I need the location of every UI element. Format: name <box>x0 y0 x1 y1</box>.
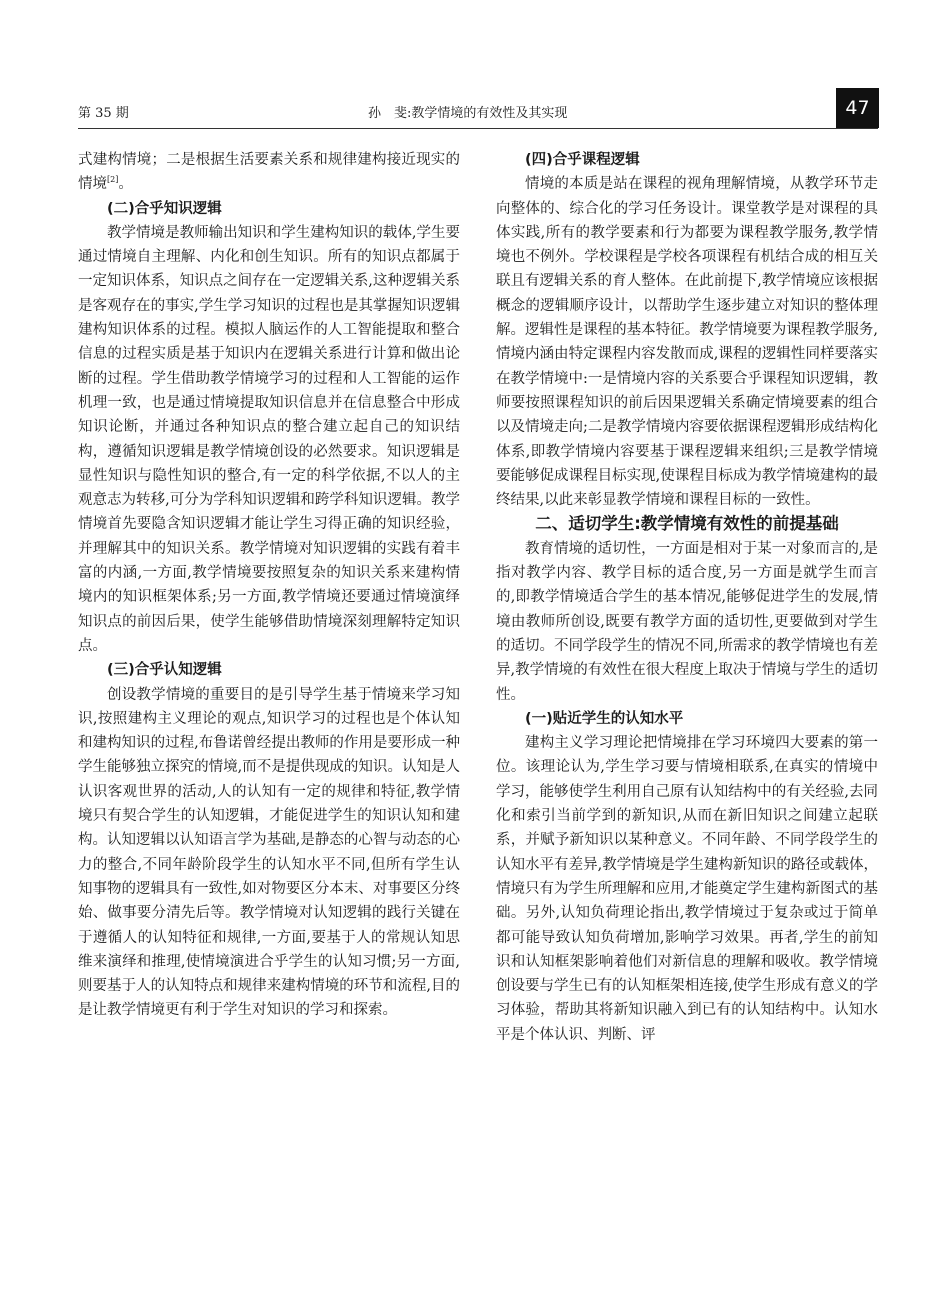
page-header <box>78 88 878 136</box>
paragraph-curriculum-logic: 情境的本质是站在课程的视角理解情境，从教学环节走向整体的、综合化的学习任务设计。课堂教学是对课程的具体实践,所有的教学要素和行为都要为课程教学服务,教学情境也不例外。学校课程是学校各项课程有机结合成的相互关联且有逻辑关系的育人整体。在此前提下,教学情境应该根据概念的逻辑顺序设计，以帮助学生逐步建立对知识的整体理解。逻辑性是课程的基本特征。教学情境要为课程教学服务,情境内涵由特定课程内容发散而成,课程的逻辑性同样要落实在教学情境中:一是情境内容的关系要合乎课程知识逻辑，教师要按照课程知识的前后因果逻辑关系确定情境要素的组合以及情境走向;二是教学情境内容要依据课程逻辑形成结构化体系,即教学情境内容要基于课程逻辑来组织;三是教学情境要能够促成课程目标实现,使课程目标成为教学情境建构的最终结果,以此来彰显教学情境和课程目标的一致性。 <box>496 176 878 509</box>
citation-ref: [2] <box>107 175 119 185</box>
left-column <box>78 148 460 1023</box>
heading-cognitive-logic: (三)合乎认知逻辑 <box>107 662 222 679</box>
heading-knowledge-logic: (二)合乎知识逻辑 <box>107 200 222 217</box>
right-column <box>496 148 878 1047</box>
heading-curriculum-logic: (四)合乎课程逻辑 <box>525 152 640 168</box>
issue-number: 第 35 期 <box>78 106 129 121</box>
paragraph-cognitive-level: 建构主义学习理论把情境排在学习环境四大要素的第一位。该理论认为,学生学习要与情境相联系,在真实的情境中学习，能够使学生利用自己原有认知结构中的有关经验,去同化和索引当前学到的新知识,从而在新旧知识之间建立起联系，并赋予新知识以某种意义。不同年龄、不同学段学生的认知水平有差异,教学情境是学生建构新知识的路径或载体，情境只有为学生所理解和应用,才能奠定学生建构新图式的基础。另外,认知负荷理论指出,教学情境过于复杂或过于简单都可能导致认知负荷增加,影响学习效果。再者,学生的前知识和认知框架影响着他们对新信息的理解和吸收。教学情境创设要与学生已有的认知框架相连接,使学生形成有意义的学习体验，帮助其将新知识融入到已有的认知结构中。认知水平是个体认识、判断、评 <box>496 735 878 1043</box>
continued-paragraph-end: 。 <box>118 176 133 193</box>
paragraph-knowledge-logic: 教学情境是教师输出知识和学生建构知识的载体,学生要通过情境自主理解、内化和创生知识。所有的知识点都属于一定知识体系，知识点之间存在一定逻辑关系,这种逻辑关系是客观存在的事实,学生学习知识的过程也是其掌握知识逻辑建构知识体系的过程。模拟人脑运作的人工智能提取和整合信息的过程实质是基于知识内在逻辑关系进行计算和做出论断的过程。学生借助教学情境学习的过程和人工智能的运作机理一致，也是通过情境提取知识信息并在信息整合中形成知识论断，并通过各种知识点的整合建立起自己的知识结构，遵循知识逻辑是教学情境创设的必然要求。知识逻辑是显性知识与隐性知识的整合,有一定的科学依据,不以人的主观意志为转移,可分为学科知识逻辑和跨学科知识逻辑。教学情境首先要隐含知识逻辑才能让学生习得正确的知识经验，并理解其中的知识关系。教学情境对知识逻辑的实践有着丰富的内涵,一方面,教学情境要按照复杂的知识关系来建构情境内的知识框架体系;另一方面,教学情境还要通过情境演绎知识点的前因后果，使学生能够借助情境深刻理解特定知识点。 <box>78 224 460 654</box>
section-heading-student-fit: 二、适切学生:教学情境有效性的前提基础 <box>535 514 839 534</box>
continued-paragraph <box>78 148 460 197</box>
running-title: 孙 斐:教学情境的有效性及其实现 <box>368 106 568 121</box>
heading-cognitive-level: (一)贴近学生的认知水平 <box>525 710 684 727</box>
page-number: 47 <box>836 88 879 128</box>
header-rule <box>78 128 878 129</box>
continued-paragraph-text: 式建构情境；二是根据生活要素关系和规律建构接近现实的情境 <box>78 152 460 193</box>
paragraph-student-fit: 教育情境的适切性，一方面是相对于某一对象而言的,是指对教学内容、教学目标的适合度,另一方面是就学生而言的,即教学情境适合学生的基本情况,能够促进学生的发展,情境由教师所创设,既要有教学方面的适切性,更要做到对学生的适切。不同学段学生的情况不同,所需求的教学情境也有差异,教学情境的有效性在很大程度上取决于情境与学生的适切性。 <box>496 540 878 703</box>
paragraph-cognitive-logic: 创设教学情境的重要目的是引导学生基于情境来学习知识,按照建构主义理论的观点,知识学习的过程也是个体认知和建构知识的过程,布鲁诺曾经提出教师的作用是要形成一种学生能够独立探究的情境,而不是提供现成的知识。认知是人认识客观世界的活动,人的认知有一定的规律和特征,教学情境只有契合学生的认知逻辑，才能促进学生的知识认知和建构。认知逻辑以认知语言学为基础,是静态的心智与动态的心力的整合,不同年龄阶段学生的认知水平不同,但所有学生认知事物的逻辑具有一致性,如对物要区分本末、对事要区分终始、做事要分清先后等。教学情境对认知逻辑的践行关键在于遵循人的认知特征和规律,一方面,要基于人的常规认知思维来演绎和推理,使情境演进合乎学生的认知习惯;另一方面,则要基于人的认知特点和规律来建构情境的环节和流程,目的是让教学情境更有利于学生对知识的学习和探索。 <box>78 686 460 1019</box>
